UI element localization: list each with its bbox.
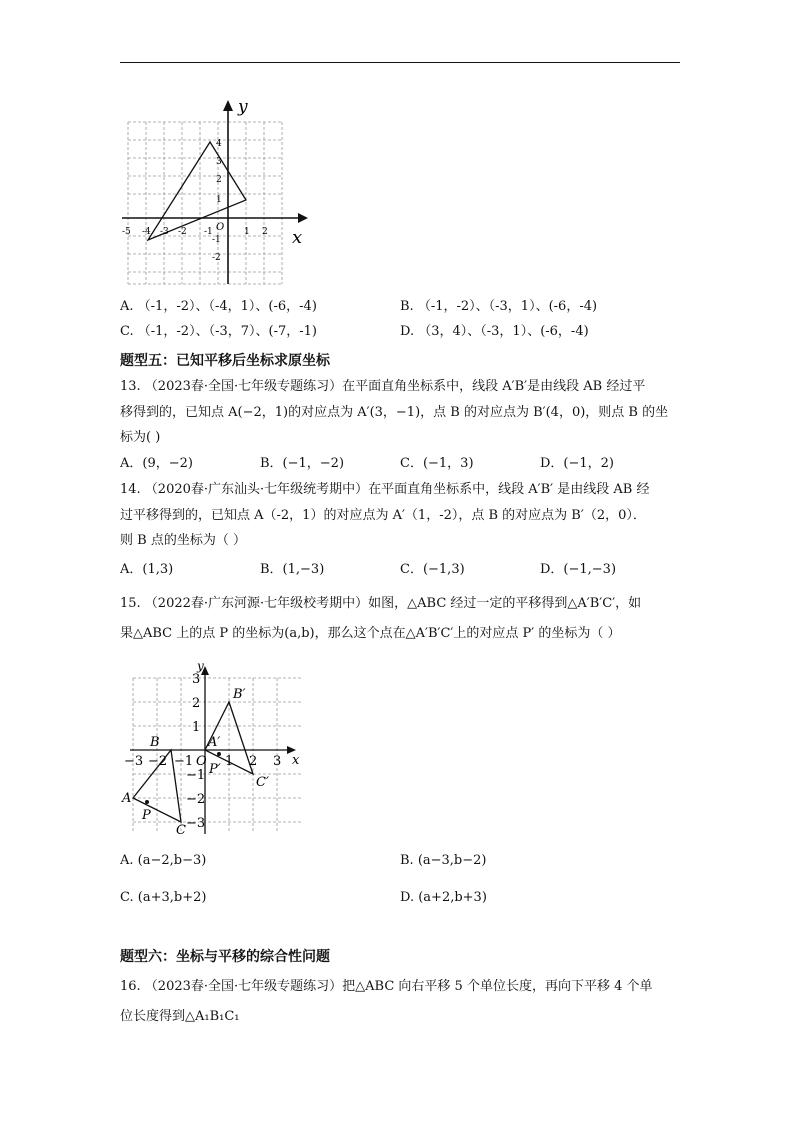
x-tick-label: −2 xyxy=(148,754,168,769)
question-14-option-b[interactable]: B．(1,−3) xyxy=(260,562,325,577)
y-tick-label: -1 xyxy=(212,235,221,245)
point-p-prime xyxy=(217,752,221,756)
y-tick-label: 3 xyxy=(192,672,201,687)
question-15-option-b[interactable]: B. (a−3,b−2) xyxy=(400,853,487,868)
x-tick-label: -2 xyxy=(178,227,187,237)
y-tick-label: 1 xyxy=(216,195,222,205)
header-rule xyxy=(120,62,680,63)
question-14-line-3: 则 B 点的坐标为（ ） xyxy=(120,533,246,548)
option-a[interactable]: A. （-1，-2）、（-4，1）、(-6，-4) xyxy=(120,299,317,314)
x-tick-label: 3 xyxy=(273,754,282,769)
x-tick-label: −1 xyxy=(174,754,194,769)
y-tick-label: 2 xyxy=(192,696,201,711)
question-14-option-d[interactable]: D．(−1,−3) xyxy=(540,562,617,577)
question-15-option-c[interactable]: C. (a+3,b+2) xyxy=(120,890,207,905)
question-15-option-d[interactable]: D. (a+2,b+3) xyxy=(400,890,487,905)
question-13-line-3: 标为( ) xyxy=(120,430,161,445)
question-15-line-1: 15. （2022春·广东河源·七年级校考期中）如图，△ABC 经过一定的平移得到△A′B′C′，如 xyxy=(120,596,642,611)
question-13-option-d[interactable]: D．(−1，2) xyxy=(540,456,615,471)
question-16-line-2: 位长度得到△A₁B₁C₁ xyxy=(120,1009,240,1024)
question-13-line-2: 移得到的，已知点 A(−2，1)的对应点为 A′(3，−1)，点 B 的对应点为 B′(4，0)，则点 B 的坐 xyxy=(120,405,669,420)
triangle xyxy=(148,142,246,240)
point-label-b-prime: B′ xyxy=(233,687,246,702)
question-14-option-c[interactable]: C．(−1,3) xyxy=(400,562,465,577)
question-13-option-b[interactable]: B．(−1，−2) xyxy=(260,456,345,471)
question-14-line-2: 过平移得到的，已知点 A（-2，1）的对应点为 A′（1，-2），点 B 的对应点为 B′（2，0）． xyxy=(120,508,646,523)
question-13-option-a[interactable]: A．(9，−2) xyxy=(120,456,193,471)
question-13-option-c[interactable]: C．(−1，3) xyxy=(400,456,474,471)
question-14-option-a[interactable]: A．(1,3) xyxy=(120,562,174,577)
section-title-6: 题型六：坐标与平移的综合性问题 xyxy=(120,949,330,965)
question-15-line-2: 果△ABC 上的点 P 的坐标为(a,b)，那么这个点在△A′B′C′上的对应点 P′ 的坐标为（ ） xyxy=(120,626,621,641)
point-label-p-prime: P′ xyxy=(209,762,221,777)
x-tick-label: -3 xyxy=(160,227,169,237)
question-14-line-1: 14. （2020春·广东汕头·七年级统考期中）在平面直角坐标系中，线段 A′B′ 是由线段 AB 经 xyxy=(120,482,650,497)
x-tick-label: 1 xyxy=(244,227,250,237)
point-label-c-prime: C′ xyxy=(256,775,269,790)
option-c[interactable]: C. （-1，-2）、（-3，7）、(-7，-1) xyxy=(120,324,317,339)
figure-1-coordinate-grid xyxy=(118,96,318,286)
x-tick-label: -1 xyxy=(204,227,213,237)
x-axis-label: x xyxy=(292,753,300,768)
x-tick-label: 1 xyxy=(225,754,234,769)
y-tick-label: −3 xyxy=(186,816,206,831)
point-p xyxy=(145,800,149,804)
x-tick-label: 2 xyxy=(249,754,258,769)
point-label-c: C xyxy=(176,823,186,836)
origin-label: O xyxy=(216,222,225,233)
option-d[interactable]: D. （3，4）、（-3，1）、(-6，-4) xyxy=(400,324,589,339)
x-tick-label: 2 xyxy=(262,227,268,237)
origin-label: O xyxy=(196,754,207,769)
point-label-b: B xyxy=(150,735,160,750)
y-tick-label: −2 xyxy=(186,792,206,807)
figure-2-translation-grid xyxy=(118,660,318,836)
x-axis-arrow xyxy=(298,213,308,223)
y-tick-label: 2 xyxy=(216,175,222,185)
question-15-option-a[interactable]: A. (a−2,b−3) xyxy=(120,853,207,868)
point-label-a-prime: A′ xyxy=(208,735,221,750)
section-title-5: 题型五：已知平移后坐标求原坐标 xyxy=(120,353,330,369)
x-axis-label: x xyxy=(292,227,303,248)
y-tick-label: 3 xyxy=(216,157,222,167)
point-label-p: P xyxy=(142,808,151,823)
question-13-line-1: 13. （2023春·全国·七年级专题练习）在平面直角坐标系中，线段 A′B′是由线段 AB 经过平 xyxy=(120,379,646,394)
x-tick-label: -5 xyxy=(122,227,131,237)
point-label-a: A xyxy=(122,791,132,806)
x-tick-label: -4 xyxy=(142,227,151,237)
option-b[interactable]: B. （-1，-2）、（-3，1）、(-6，-4) xyxy=(400,299,598,314)
y-axis-label: y xyxy=(238,97,248,117)
y-tick-label: -2 xyxy=(212,253,221,263)
y-tick-label: −1 xyxy=(186,768,206,783)
y-tick-label: 4 xyxy=(216,139,222,149)
x-tick-label: −3 xyxy=(124,754,144,769)
y-axis-label: y xyxy=(197,660,204,673)
y-tick-label: 1 xyxy=(192,720,201,735)
question-16-line-1: 16. （2023春·全国·七年级专题练习）把△ABC 向右平移 5 个单位长度，再向下平移 4 个单 xyxy=(120,979,653,994)
y-axis-arrow xyxy=(223,100,233,111)
